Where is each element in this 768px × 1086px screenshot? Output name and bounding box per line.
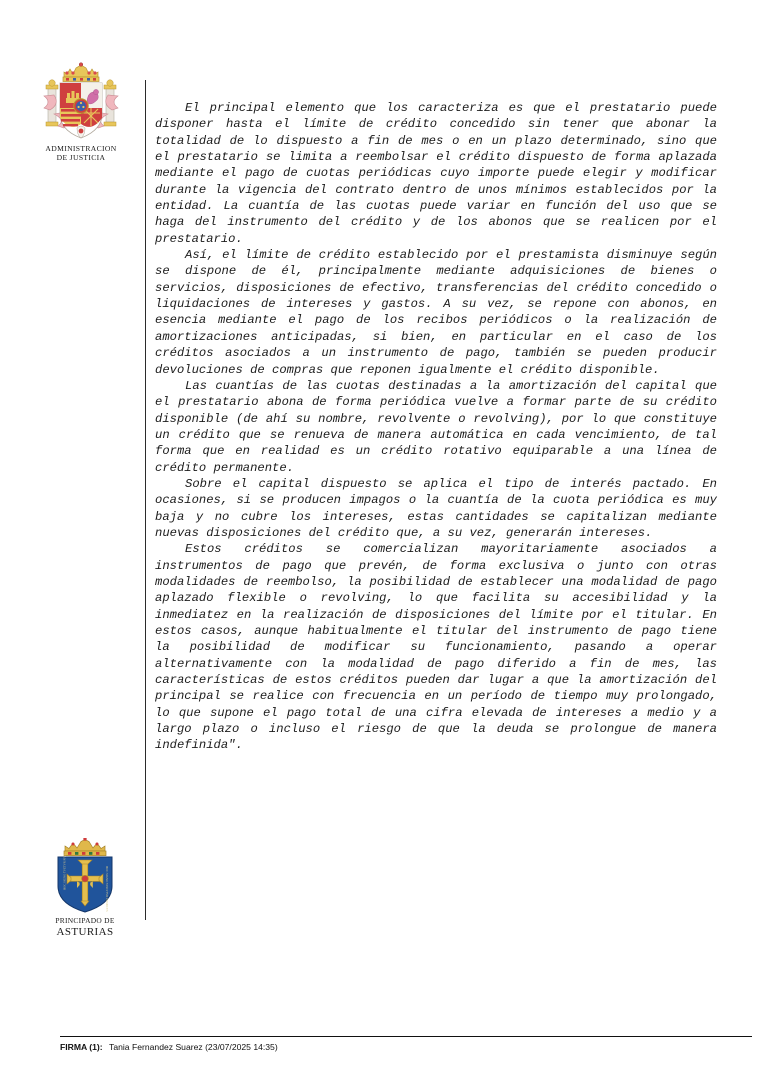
body-paragraph: Así, el límite de crédito establecido por el prestamista disminuye según se dispone de él, principalmente mediante adquisiciones de bienes o servicios, disposiciones de efectivo, transferencias del crédito concedido o liquidaciones de intereses y gastos. A su vez, se repone con abonos, en esencia mediante el pago de los recibos periódicos o la realización de amortizaciones anticipadas, si bien, en particular en el caso de los créditos asociados a un instrumento de pago, también se pueden producir devoluciones de compras que reponen igualmente el crédito disponible. (155, 248, 717, 377)
svg-text:HOC SIGNO TVETVR PIVS: HOC SIGNO TVETVR PIVS (62, 853, 67, 890)
document-footer (60, 1036, 760, 1052)
emblem-spain-caption-line-2: DE JUSTICIA (56, 152, 106, 162)
administration-of-justice-emblem (22, 62, 140, 163)
emblem-spain-caption-line-1: ADMINISTRACION (45, 144, 117, 153)
body-paragraph: Sobre el capital dispuesto se aplica el tipo de interés pactado. En ocasiones, si se producen impagos o la cuantía de la cuota periódica es muy baja y no cubre los intereses, estas cantidades se capitalizan mediante nuevas disposiciones del crédito que, a su vez, generarán intereses. (155, 476, 717, 540)
spain-coat-of-arms-icon (22, 62, 140, 142)
emblem-asturias-caption-line-1: PRINCIPADO DE (55, 916, 115, 925)
left-margin-column (0, 0, 148, 1010)
signature-line (60, 1042, 760, 1052)
body-paragraph: Estos créditos se comercializan mayoritariamente asociados a instrumentos de pago que prevén, de forma exclusiva o junto con otras modalidades de reembolso, la posibilidad de establecer una modalidad de pago aplazado flexible o revolving, lo que facilita su accesibilidad y la inmediatez en la realización de disposiciones del límite por el titular. En estos casos, aunque habitualmente el titular del instrumento de pago tiene la posibilidad de modificar su funcionamiento, pasando a operar alternativamente con la modalidad de pago diferido a fin de mes, las características de estos créditos pueden dar lugar a que la amortización del principal se realice con frecuencia en un período de tiempo muy prolongado, lo que supone el pago total de una cifra elevada de intereses a medio y a largo plazo o incluso el riesgo de que la deuda se prolongue de manera indefinida". (155, 542, 717, 753)
principality-of-asturias-emblem (26, 838, 144, 939)
asturias-coat-of-arms-icon (26, 838, 144, 914)
document-body (155, 100, 717, 754)
administration-of-justice-caption (22, 145, 140, 163)
principality-of-asturias-caption (26, 917, 144, 939)
svg-text:HOC SIGNO VINCITVR INIMICVS: HOC SIGNO VINCITVR INIMICVS (105, 866, 109, 912)
footer-divider-rule (60, 1036, 752, 1037)
body-paragraph: Las cuantías de las cuotas destinadas a la amortización del capital que el prestatario abona de forma periódica vuelve a formar parte de su crédito disponible (de ahí su nombre, revolvente o revolving), por lo que constituye un crédito que se renueva de manera automática en cada vencimiento, de tal forma que en realidad es un crédito rotativo equiparable a una línea de crédito permanente. (155, 378, 717, 475)
emblem-asturias-caption-line-2: ASTURIAS (56, 925, 114, 938)
margin-divider-line (145, 80, 146, 920)
signature-label: FIRMA (1): (60, 1042, 103, 1052)
body-paragraph: El principal elemento que los caracteriza es que el prestatario puede disponer hasta el límite de crédito concedido sin tener que abonar la totalidad de lo dispuesto a fin de mes o en un plazo determinado, sino que el prestatario se limita a reembolsar el crédito dispuesto de forma aplazada mediante el pago de cuotas periódicas cuyo importe puede elegir y modificar durante la vigencia del contrato dentro de unos mínimos establecidos por la entidad. La cuantía de las cuotas puede variar en función del uso que se haga del instrumento del crédito y de los abonos que se realicen por el prestatario. (155, 101, 717, 246)
signature-value: Tania Fernandez Suarez (23/07/2025 14:35) (109, 1042, 278, 1052)
